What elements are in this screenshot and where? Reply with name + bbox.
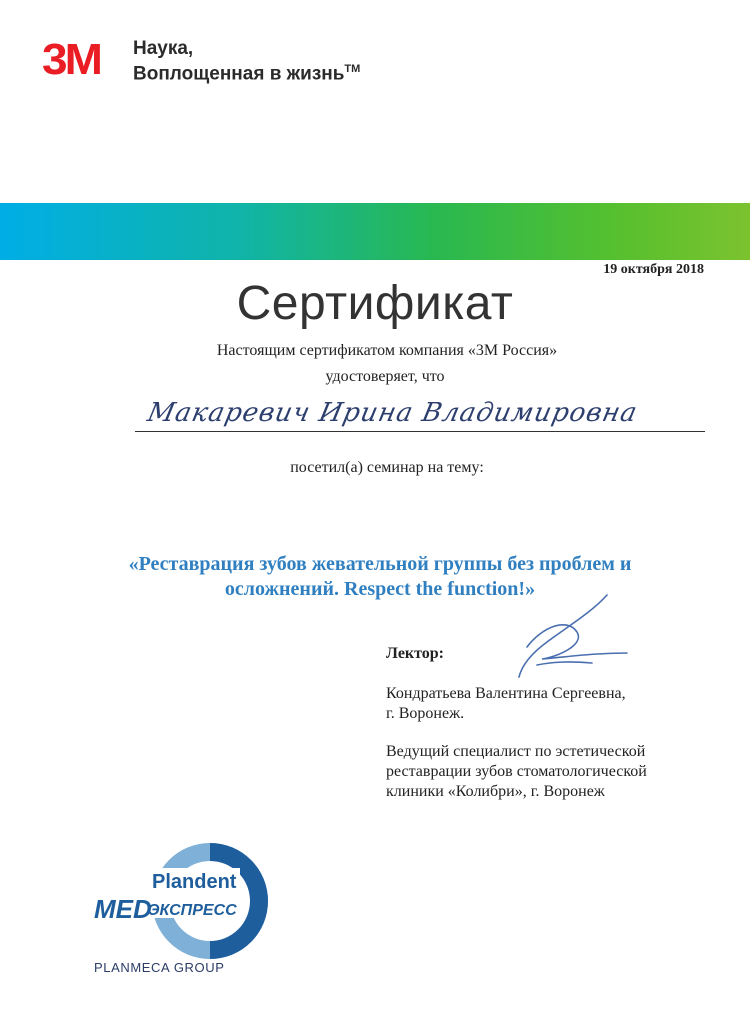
certificate-title: Сертификат [236,277,514,330]
lecturer-label: Лектор: [386,645,445,662]
logo-brand: Plandent [152,871,237,893]
lecturer-name-line-2: г. Воронеж. [386,705,465,722]
lecturer-position-line-2: реставрации зубов стоматологической [386,763,647,780]
intro-line-2: удостоверяет, что [325,368,445,385]
lecturer-signature [497,587,637,687]
recipient-name-handwritten: Макаревич Ирина Владимировна [144,398,641,428]
slogan [133,38,360,84]
lecturer-name-line-1: Кондратьева Валентина Сергеевна, [386,685,626,702]
logo-sub: ЭКСПРЕСС [148,902,237,919]
topic-line-2: осложнений. Respect the function!» [224,578,536,600]
intro-line-1: Настоящим сертификатом компания «3М Россия» [216,342,558,359]
lecturer-position-line-1: Ведущий специалист по эстетической [386,743,646,760]
certificate-date: 19 октября 2018 [603,262,704,277]
topic-line-1: «Реставрация зубов жевательной группы без проблем и [128,553,632,575]
lecturer-position-line-3: клиники «Колибри», г. Воронеж [386,783,605,800]
topic-label: посетил(а) семинар на тему: [290,459,484,476]
slogan-line-2: Воплощенная в жизнь [133,63,345,85]
brand-logo-3m: 3M [42,34,100,84]
recipient-underline [135,431,705,432]
lecturer-name [386,684,626,724]
gradient-band [0,203,750,260]
plandent-logo [90,838,290,978]
lecturer-position [386,742,647,802]
logo-prefix: MED [94,894,152,924]
trademark-mark: TM [344,63,361,75]
slogan-line-1: Наука, [133,38,194,59]
logo-group: PLANMECA GROUP [94,960,225,975]
